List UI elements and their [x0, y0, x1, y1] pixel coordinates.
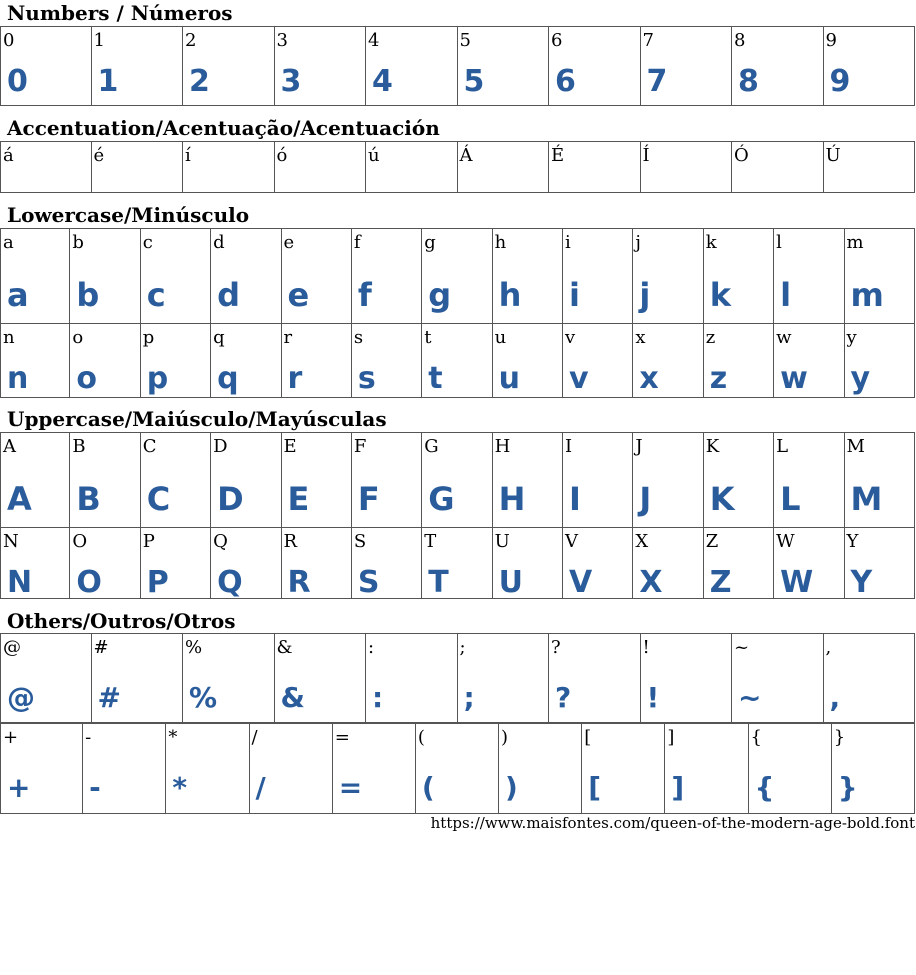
glyph-sample: o — [76, 361, 97, 396]
glyph-cell — [365, 633, 458, 723]
glyph-sample: 9 — [829, 64, 851, 99]
glyph-label: } — [833, 727, 846, 748]
glyph-sample: a — [7, 276, 29, 314]
glyph-sample: ~ — [738, 681, 762, 714]
glyph-sample: I — [569, 480, 581, 518]
glyph-label: á — [3, 145, 14, 166]
glyph-label: 4 — [368, 30, 380, 51]
glyph-sample: W — [780, 565, 814, 599]
glyph-label: Y — [846, 531, 859, 552]
glyph-label: ! — [642, 637, 650, 658]
glyph-label: { — [750, 727, 762, 748]
glyph-sample: i — [569, 276, 580, 314]
glyph-cell — [562, 432, 633, 528]
glyph-sample: Z — [709, 565, 732, 599]
glyph-label: 1 — [93, 30, 105, 51]
glyph-label: l — [776, 232, 782, 253]
glyph-cell — [210, 527, 281, 599]
glyph-cell — [492, 228, 563, 324]
glyph-sample: V — [569, 565, 593, 599]
glyph-label: u — [494, 327, 507, 348]
glyph-row — [0, 26, 915, 106]
glyph-sample: O — [76, 565, 102, 599]
glyph-sample: 8 — [738, 64, 759, 99]
glyph-cell — [249, 723, 333, 814]
glyph-sample: b — [76, 276, 100, 314]
glyph-sample: & — [280, 681, 305, 714]
glyph-sample: t — [428, 361, 443, 396]
glyph-sample: - — [89, 771, 101, 804]
glyph-row — [0, 228, 915, 324]
glyph-cell — [281, 527, 352, 599]
glyph-label: ; — [459, 637, 466, 658]
glyph-sample: ? — [555, 681, 572, 714]
glyph-cell — [91, 141, 184, 193]
glyph-cell — [640, 141, 733, 193]
glyph-cell — [457, 26, 550, 106]
glyph-cell — [140, 527, 211, 599]
glyph-label: ú — [368, 145, 380, 166]
glyph-label: 9 — [825, 30, 837, 51]
glyph-cell — [457, 633, 550, 723]
glyph-label: I — [565, 436, 573, 457]
glyph-row — [0, 633, 915, 723]
glyph-cell — [581, 723, 665, 814]
glyph-sample: B — [76, 480, 101, 518]
glyph-cell — [844, 527, 915, 599]
glyph-cell — [0, 323, 70, 398]
glyph-label: a — [3, 232, 14, 253]
glyph-label: t — [424, 327, 432, 348]
glyph-label: P — [142, 531, 155, 552]
glyph-label: 3 — [276, 30, 288, 51]
glyph-label: ] — [667, 727, 675, 748]
glyph-label: w — [776, 327, 792, 348]
glyph-sample: U — [498, 565, 523, 599]
glyph-cell — [351, 323, 422, 398]
glyph-row — [0, 432, 915, 528]
glyph-cell — [640, 633, 733, 723]
glyph-label: é — [93, 145, 105, 166]
glyph-sample: % — [189, 681, 218, 714]
glyph-label: 2 — [185, 30, 197, 51]
section-title-accents: Accentuation/Acentuação/Acentuación — [7, 116, 440, 140]
glyph-sample: 7 — [646, 64, 668, 99]
glyph-label: k — [705, 232, 717, 253]
glyph-label: [ — [584, 727, 592, 748]
glyph-sample: ( — [421, 771, 435, 804]
glyph-sample: H — [498, 480, 526, 518]
glyph-cell — [332, 723, 416, 814]
glyph-label: F — [353, 436, 367, 457]
glyph-sample: F — [357, 480, 380, 518]
glyph-label: Ó — [734, 145, 749, 166]
glyph-label: - — [85, 727, 92, 748]
glyph-label: N — [3, 531, 19, 552]
glyph-cell — [91, 26, 184, 106]
glyph-label: B — [72, 436, 86, 457]
glyph-cell — [773, 432, 844, 528]
glyph-cell — [69, 527, 140, 599]
glyph-label: m — [846, 232, 864, 253]
glyph-label: Z — [705, 531, 719, 552]
glyph-sample: G — [428, 480, 455, 518]
glyph-sample: L — [780, 480, 801, 518]
glyph-label: A — [3, 436, 16, 457]
glyph-sample: 1 — [97, 64, 119, 99]
glyph-sample: s — [357, 361, 376, 396]
glyph-cell — [281, 228, 352, 324]
glyph-cell — [182, 141, 275, 193]
glyph-cell — [632, 323, 703, 398]
glyph-cell — [823, 633, 916, 723]
glyph-sample: z — [709, 361, 728, 396]
glyph-label: e — [283, 232, 295, 253]
glyph-label: h — [494, 232, 507, 253]
glyph-sample: ] — [671, 771, 685, 804]
glyph-sample: J — [639, 480, 652, 518]
glyph-cell — [281, 432, 352, 528]
glyph-cell — [492, 432, 563, 528]
glyph-cell — [415, 723, 499, 814]
glyph-label: ó — [276, 145, 288, 166]
glyph-cell — [457, 141, 550, 193]
glyph-cell — [165, 723, 249, 814]
glyph-label: 8 — [734, 30, 746, 51]
glyph-cell — [844, 323, 915, 398]
glyph-cell — [69, 432, 140, 528]
glyph-label: T — [424, 531, 437, 552]
glyph-label: b — [72, 232, 84, 253]
glyph-label: x — [635, 327, 646, 348]
glyph-label: W — [776, 531, 795, 552]
glyph-label: @ — [3, 637, 21, 658]
glyph-sample: P — [146, 565, 169, 599]
glyph-label: É — [551, 145, 565, 166]
glyph-label: i — [565, 232, 571, 253]
glyph-label: Q — [213, 531, 228, 552]
glyph-cell — [421, 527, 492, 599]
glyph-label: 7 — [642, 30, 654, 51]
glyph-label: Á — [459, 145, 473, 166]
glyph-sample: v — [569, 361, 589, 396]
glyph-cell — [274, 26, 367, 106]
glyph-cell — [69, 323, 140, 398]
glyph-cell — [844, 228, 915, 324]
glyph-label: j — [635, 232, 641, 253]
glyph-label: ) — [501, 727, 509, 748]
glyph-sample: w — [780, 361, 808, 396]
glyph-label: ~ — [734, 637, 750, 658]
glyph-cell — [351, 527, 422, 599]
glyph-sample: , — [829, 681, 841, 714]
glyph-sample: y — [850, 361, 871, 396]
glyph-sample: d — [217, 276, 241, 314]
glyph-cell — [274, 141, 367, 193]
glyph-cell — [140, 323, 211, 398]
glyph-sample: = — [338, 771, 363, 804]
glyph-cell — [0, 432, 70, 528]
glyph-sample: K — [709, 480, 735, 518]
glyph-label: s — [353, 327, 364, 348]
glyph-label: f — [353, 232, 361, 253]
glyph-sample: N — [7, 565, 33, 599]
glyph-cell — [140, 228, 211, 324]
glyph-sample: } — [837, 771, 858, 804]
glyph-cell — [562, 527, 633, 599]
glyph-label: ? — [551, 637, 561, 658]
glyph-sample: h — [498, 276, 522, 314]
section-title-lowercase: Lowercase/Minúsculo — [7, 203, 250, 227]
glyph-cell — [703, 228, 774, 324]
glyph-row — [0, 527, 915, 599]
glyph-row — [0, 723, 915, 814]
glyph-sample: E — [287, 480, 310, 518]
glyph-cell — [421, 323, 492, 398]
glyph-cell — [0, 723, 83, 814]
glyph-label: & — [276, 637, 293, 658]
glyph-cell — [632, 432, 703, 528]
glyph-cell — [703, 432, 774, 528]
glyph-cell — [0, 141, 92, 193]
glyph-cell — [731, 141, 824, 193]
glyph-label: o — [72, 327, 84, 348]
glyph-row — [0, 323, 915, 398]
glyph-sample: Y — [850, 565, 873, 599]
glyph-label: G — [424, 436, 439, 457]
glyph-sample: 4 — [372, 64, 393, 99]
glyph-label: q — [213, 327, 225, 348]
glyph-label: V — [565, 531, 578, 552]
glyph-sample: 6 — [555, 64, 576, 99]
glyph-cell — [748, 723, 832, 814]
glyph-label: d — [213, 232, 225, 253]
glyph-label: í — [185, 145, 191, 166]
glyph-sample: 2 — [189, 64, 210, 99]
glyph-cell — [274, 633, 367, 723]
glyph-label: U — [494, 531, 510, 552]
glyph-cell — [351, 228, 422, 324]
glyph-cell — [562, 323, 633, 398]
glyph-sample: A — [7, 480, 32, 518]
glyph-label: M — [846, 436, 865, 457]
glyph-cell — [731, 26, 824, 106]
glyph-sample: Q — [217, 565, 243, 599]
glyph-cell — [140, 432, 211, 528]
glyph-label: C — [142, 436, 157, 457]
glyph-cell — [844, 432, 915, 528]
glyph-cell — [210, 432, 281, 528]
glyph-label: = — [334, 727, 350, 748]
glyph-cell — [0, 26, 92, 106]
glyph-label: / — [251, 727, 258, 748]
glyph-sample: { — [754, 771, 775, 804]
section-title-others: Others/Outros/Otros — [7, 609, 236, 633]
glyph-sample: n — [7, 361, 29, 396]
section-title-numbers: Numbers / Números — [7, 1, 233, 25]
glyph-label: + — [3, 727, 19, 748]
glyph-sample: [ — [588, 771, 601, 804]
glyph-sample: @ — [7, 681, 35, 714]
glyph-cell — [421, 432, 492, 528]
glyph-sample: + — [7, 771, 31, 804]
glyph-sample: X — [639, 565, 663, 599]
section-title-uppercase: Uppercase/Maiúsculo/Mayúsculas — [7, 407, 387, 431]
glyph-sample: k — [709, 276, 732, 314]
glyph-cell — [82, 723, 166, 814]
glyph-label: E — [283, 436, 297, 457]
glyph-cell — [823, 141, 916, 193]
glyph-sample: u — [498, 361, 520, 396]
glyph-sample: e — [287, 276, 310, 314]
glyph-cell — [548, 141, 641, 193]
glyph-sample: m — [850, 276, 884, 314]
glyph-sample: j — [639, 276, 651, 314]
glyph-cell — [703, 527, 774, 599]
glyph-cell — [731, 633, 824, 723]
glyph-sample: x — [639, 361, 659, 396]
glyph-cell — [492, 527, 563, 599]
glyph-label: X — [635, 531, 649, 552]
glyph-sample: 0 — [7, 64, 28, 99]
glyph-cell — [182, 26, 275, 106]
glyph-sample: S — [357, 565, 380, 599]
glyph-label: S — [353, 531, 367, 552]
glyph-row — [0, 141, 915, 193]
glyph-cell — [69, 228, 140, 324]
glyph-label: : — [368, 637, 375, 658]
glyph-sample: * — [172, 771, 187, 804]
glyph-label: n — [3, 327, 15, 348]
glyph-label: 5 — [459, 30, 471, 51]
glyph-sample: q — [217, 361, 239, 396]
glyph-sample: / — [255, 771, 266, 804]
glyph-cell — [632, 527, 703, 599]
glyph-cell — [498, 723, 582, 814]
glyph-label: y — [846, 327, 857, 348]
glyph-sample: l — [780, 276, 792, 314]
glyph-sample: ; — [463, 681, 475, 714]
glyph-cell — [0, 228, 70, 324]
glyph-cell — [421, 228, 492, 324]
glyph-label: c — [142, 232, 153, 253]
glyph-cell — [210, 323, 281, 398]
glyph-cell — [773, 323, 844, 398]
footer-url[interactable]: https://www.maisfontes.com/queen-of-the-modern-age-bold.font — [430, 814, 915, 832]
glyph-cell — [548, 633, 641, 723]
glyph-cell — [365, 26, 458, 106]
glyph-cell — [281, 323, 352, 398]
glyph-cell — [182, 633, 275, 723]
glyph-cell — [823, 26, 916, 106]
glyph-label: g — [424, 232, 436, 253]
glyph-label: z — [705, 327, 716, 348]
glyph-cell — [703, 323, 774, 398]
glyph-sample: f — [357, 276, 372, 314]
glyph-sample: : — [372, 681, 384, 714]
glyph-sample: ! — [646, 681, 660, 714]
glyph-label: L — [776, 436, 789, 457]
glyph-sample: p — [146, 361, 169, 396]
glyph-label: * — [168, 727, 178, 748]
glyph-label: , — [825, 637, 832, 658]
glyph-cell — [640, 26, 733, 106]
glyph-cell — [548, 26, 641, 106]
glyph-cell — [664, 723, 748, 814]
glyph-cell — [91, 633, 184, 723]
glyph-cell — [831, 723, 915, 814]
glyph-label: H — [494, 436, 511, 457]
glyph-label: % — [185, 637, 203, 658]
glyph-sample: R — [287, 565, 311, 599]
glyph-label: Í — [642, 145, 650, 166]
glyph-sample: 5 — [463, 64, 485, 99]
glyph-label: O — [72, 531, 88, 552]
glyph-cell — [773, 228, 844, 324]
glyph-cell — [492, 323, 563, 398]
glyph-label: K — [705, 436, 720, 457]
glyph-sample: c — [146, 276, 166, 314]
glyph-label: J — [635, 436, 643, 457]
glyph-cell — [0, 527, 70, 599]
glyph-cell — [773, 527, 844, 599]
glyph-label: 6 — [551, 30, 563, 51]
glyph-cell — [351, 432, 422, 528]
glyph-label: v — [565, 327, 576, 348]
glyph-sample: ) — [505, 771, 518, 804]
glyph-cell — [632, 228, 703, 324]
glyph-cell — [210, 228, 281, 324]
glyph-sample: # — [97, 681, 121, 714]
glyph-sample: M — [850, 480, 883, 518]
glyph-label: D — [213, 436, 228, 457]
glyph-label: 0 — [3, 30, 15, 51]
glyph-sample: D — [217, 480, 244, 518]
glyph-label: # — [93, 637, 109, 658]
glyph-sample: T — [428, 565, 449, 599]
glyph-sample: 3 — [280, 64, 302, 99]
glyph-cell — [0, 633, 92, 723]
glyph-cell — [365, 141, 458, 193]
glyph-label: r — [283, 327, 293, 348]
glyph-sample: g — [428, 276, 452, 314]
glyph-label: ( — [417, 727, 425, 748]
glyph-sample: C — [146, 480, 171, 518]
glyph-label: Ú — [825, 145, 841, 166]
glyph-label: R — [283, 531, 298, 552]
glyph-label: p — [142, 327, 155, 348]
glyph-cell — [562, 228, 633, 324]
glyph-sample: r — [287, 361, 303, 396]
